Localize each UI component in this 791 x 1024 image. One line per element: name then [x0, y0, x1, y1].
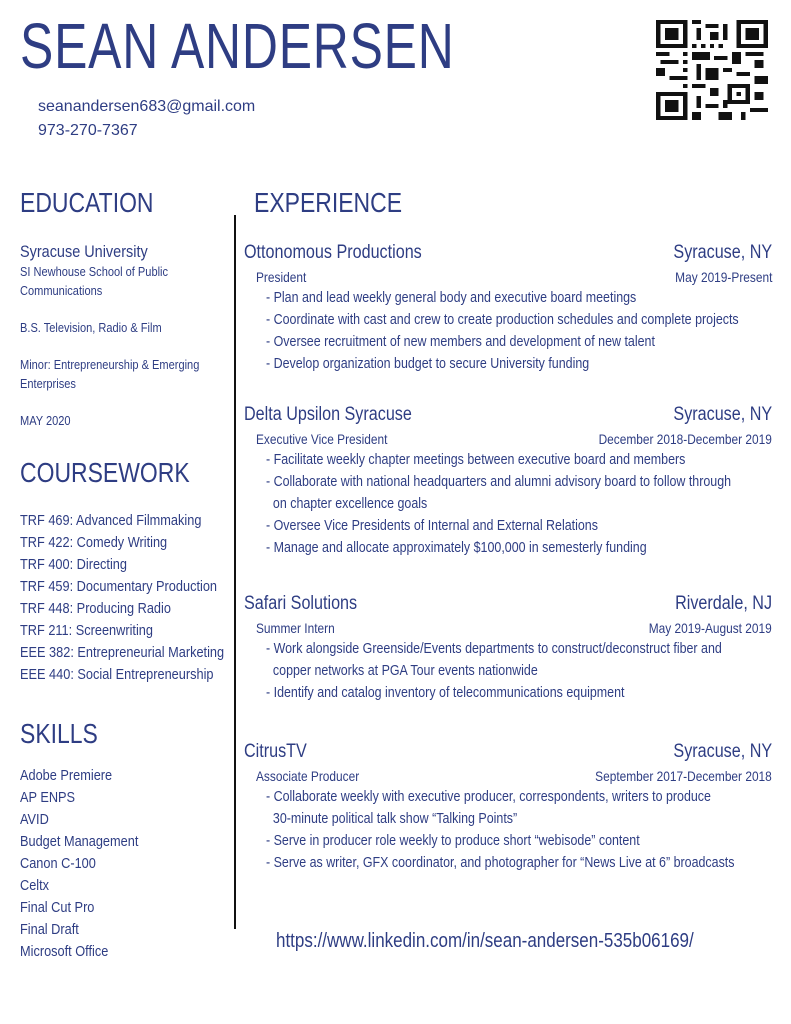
job-location: Syracuse, NY	[673, 404, 772, 425]
job-org: Delta Upsilon Syracuse	[244, 404, 412, 425]
grad-date: MAY 2020	[20, 413, 71, 428]
job-location: Syracuse, NY	[673, 242, 772, 263]
skills-list	[20, 765, 159, 963]
resume-name: SEAN ANDERSEN	[20, 10, 455, 82]
course-item: TRF 211: Screenwriting	[20, 622, 153, 639]
job-location: Syracuse, NY	[673, 741, 772, 762]
job-bullet: - Oversee recruitment of new members and development of new talent	[266, 333, 655, 350]
phone-text[interactable]: 973-270-7367	[38, 122, 138, 139]
course-item: EEE 440: Social Entrepreneurship	[20, 666, 214, 683]
skill-item: Microsoft Office	[20, 943, 109, 960]
email-text[interactable]: seanandersen683@gmail.com	[38, 98, 256, 115]
job-title: Summer Intern	[256, 620, 335, 636]
course-item: TRF 400: Directing	[20, 556, 127, 573]
job-bullet: - Work alongside Greenside/Events departments to construct/deconstruct fiber and	[266, 640, 722, 657]
job-dates: September 2017-December 2018	[595, 768, 772, 784]
minor-line-2: Enterprises	[20, 376, 76, 391]
job-bullet: - Oversee Vice Presidents of Internal and External Relations	[266, 517, 598, 534]
job-entry	[244, 740, 772, 874]
job-bullet: - Manage and allocate approximately $100,000 in semesterly funding	[266, 539, 647, 556]
job-bullet: - Coordinate with cast and crew to create production schedules and complete projects	[266, 311, 739, 328]
job-org: CitrusTV	[244, 741, 307, 762]
job-bullet: - Collaborate with national headquarters and alumni advisory board to follow through	[266, 473, 732, 490]
job-entry	[244, 241, 772, 375]
skill-item: Celtx	[20, 877, 50, 894]
education-heading: EDUCATION	[20, 187, 154, 218]
skill-item: AP ENPS	[20, 789, 76, 806]
job-bullet: - Plan and lead weekly general body and executive board meetings	[266, 289, 637, 306]
job-bullet: - Develop organization budget to secure University funding	[266, 355, 590, 372]
linkedin-link[interactable]: https://www.linkedin.com/in/sean-andersen-535b06169/	[276, 930, 694, 952]
course-item: EEE 382: Entrepreneurial Marketing	[20, 644, 225, 661]
college-line-2: Communications	[20, 283, 103, 298]
job-entry	[244, 403, 772, 559]
job-bullet: - Collaborate weekly with executive producer, correspondents, writers to produce	[266, 788, 711, 805]
job-bullet: 30-minute political talk show “Talking Points”	[266, 810, 518, 827]
job-bullet: - Identify and catalog inventory of telecommunications equipment	[266, 684, 625, 701]
job-dates: May 2019-August 2019	[648, 620, 772, 636]
skill-item: Final Cut Pro	[20, 899, 95, 916]
degree-text: B.S. Television, Radio & Film	[20, 320, 162, 335]
job-dates: December 2018-December 2019	[598, 431, 772, 447]
course-item: TRF 459: Documentary Production	[20, 578, 218, 595]
job-org: Ottonomous Productions	[244, 242, 422, 263]
course-item: TRF 469: Advanced Filmmaking	[20, 512, 202, 529]
school-name: Syracuse University	[20, 242, 148, 261]
job-title: President	[256, 269, 307, 285]
course-item: TRF 448: Producing Radio	[20, 600, 171, 617]
skill-item: Budget Management	[20, 833, 139, 850]
skill-item: AVID	[20, 811, 49, 828]
coursework-list	[20, 510, 260, 686]
skill-item: Adobe Premiere	[20, 767, 113, 784]
job-location: Riverdale, NJ	[675, 593, 772, 614]
skill-item: Canon C-100	[20, 855, 96, 872]
college-line-1: SI Newhouse School of Public	[20, 264, 169, 279]
job-dates: May 2019-Present	[674, 269, 772, 285]
job-bullet: copper networks at PGA Tour events nationwide	[266, 662, 538, 679]
coursework-heading: COURSEWORK	[20, 457, 190, 488]
column-divider	[234, 215, 236, 929]
job-org: Safari Solutions	[244, 593, 358, 614]
job-entry	[244, 592, 772, 704]
qr-code-icon	[656, 20, 768, 120]
job-bullet: on chapter excellence goals	[266, 495, 428, 512]
job-bullet: - Serve as writer, GFX coordinator, and photographer for “News Live at 6” broadcasts	[266, 854, 735, 871]
experience-heading: EXPERIENCE	[254, 187, 403, 218]
skills-heading: SKILLS	[20, 718, 98, 749]
job-title: Executive Vice President	[256, 431, 388, 447]
course-item: TRF 422: Comedy Writing	[20, 534, 168, 551]
skill-item: Final Draft	[20, 921, 79, 938]
job-bullet: - Serve in producer role weekly to produce short “webisode” content	[266, 832, 640, 849]
minor-line-1: Minor: Entrepreneurship & Emerging	[20, 357, 200, 372]
job-title: Associate Producer	[256, 768, 360, 784]
job-bullet: - Facilitate weekly chapter meetings between executive board and members	[266, 451, 686, 468]
